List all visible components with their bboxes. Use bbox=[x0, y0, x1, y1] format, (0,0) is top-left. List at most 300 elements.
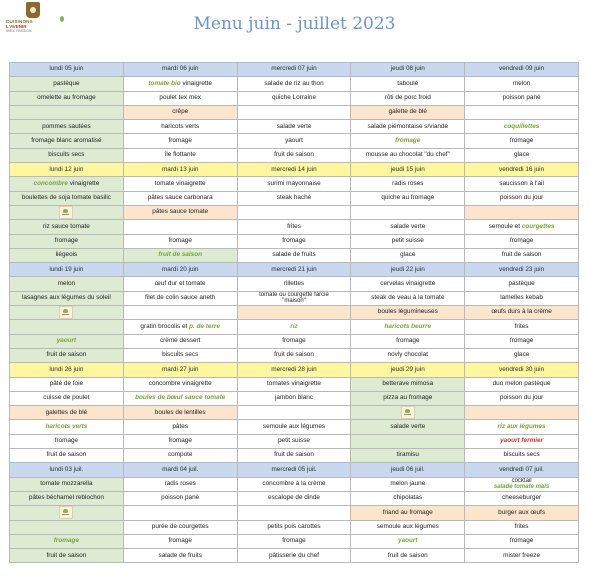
menu-cell bbox=[123, 348, 237, 362]
menu-cell bbox=[10, 134, 124, 148]
menu-cell bbox=[123, 377, 237, 391]
menu-row bbox=[10, 320, 579, 334]
dish-text: fromage bbox=[509, 237, 534, 244]
dish-text: haricots verts bbox=[45, 422, 88, 430]
menu-cell bbox=[123, 406, 237, 420]
menu-cell bbox=[10, 434, 124, 448]
menu-cell bbox=[10, 234, 124, 248]
dish-text: petits pois carottes bbox=[267, 522, 321, 530]
day-header: vendredi 07 juil. bbox=[465, 463, 579, 477]
menu-cell bbox=[465, 449, 579, 463]
dish-text: haricots verts bbox=[161, 122, 200, 130]
menu-cell bbox=[10, 420, 124, 434]
menu-cell bbox=[465, 348, 579, 362]
dish-text: tomates vinaigrette bbox=[266, 379, 321, 387]
menu-cell bbox=[123, 177, 237, 191]
menu-cell bbox=[10, 177, 124, 191]
menu-cell bbox=[123, 520, 237, 534]
menu-cell bbox=[237, 377, 351, 391]
menu-row bbox=[10, 91, 579, 105]
menu-row bbox=[10, 406, 579, 420]
dish-text: salade tomate maïs bbox=[493, 484, 550, 491]
menu-cell bbox=[237, 220, 351, 234]
dish-text: p. de terre bbox=[189, 322, 220, 330]
dish-text: fromage bbox=[168, 237, 192, 244]
menu-cell bbox=[237, 148, 351, 162]
logo-line-3: AVEC PASSION bbox=[6, 29, 32, 33]
menu-cell bbox=[123, 320, 237, 334]
menu-cell bbox=[123, 77, 237, 91]
day-header: lundi 03 juil. bbox=[10, 463, 124, 477]
menu-cell bbox=[465, 120, 579, 134]
dish-text: fromage bbox=[168, 537, 192, 545]
menu-cell bbox=[10, 534, 124, 548]
dish-text: fromage bbox=[509, 337, 534, 345]
dish-text: fromage bbox=[396, 337, 420, 345]
menu-cell bbox=[351, 248, 465, 262]
dish-text: taboulé bbox=[397, 79, 419, 87]
menu-cell bbox=[237, 177, 351, 191]
menu-cell bbox=[465, 191, 579, 205]
menu-cell bbox=[351, 191, 465, 205]
dish-text: radis roses bbox=[392, 179, 424, 187]
dish-text: fromage bbox=[53, 537, 79, 545]
dish-text: tiramisu bbox=[396, 451, 419, 459]
day-header: mardi 27 juin bbox=[123, 363, 237, 377]
menu-table bbox=[9, 62, 579, 563]
menu-cell bbox=[351, 291, 465, 305]
dish-text: salade verte bbox=[390, 222, 426, 230]
dish-text: riz bbox=[290, 322, 298, 330]
dish-text: surimi mayonnaise bbox=[267, 179, 321, 187]
dish-text: friand au fromage bbox=[382, 508, 433, 516]
menu-cell bbox=[123, 491, 237, 505]
menu-row bbox=[10, 391, 579, 405]
menu-cell bbox=[123, 105, 237, 119]
menu-cell bbox=[465, 248, 579, 262]
dish-text: salade piémontaise s/viande bbox=[367, 122, 449, 130]
menu-cell bbox=[123, 306, 237, 320]
menu-cell bbox=[465, 77, 579, 91]
menu-cell bbox=[123, 248, 237, 262]
menu-cell bbox=[10, 120, 124, 134]
menu-cell bbox=[465, 205, 579, 219]
menu-cell bbox=[237, 120, 351, 134]
day-header: mardi 13 juin bbox=[123, 163, 237, 177]
menu-cell bbox=[351, 306, 465, 320]
menu-row bbox=[10, 334, 579, 348]
dish-text: boules de bœuf sauce tomate bbox=[135, 394, 226, 402]
menu-cell bbox=[465, 377, 579, 391]
dish-text: quiche au fromage bbox=[381, 194, 435, 202]
menu-cell bbox=[465, 320, 579, 334]
dish-text: poulet tex mex bbox=[159, 94, 201, 102]
menu-cell bbox=[10, 291, 124, 305]
dish-text: concombre vinaigrette bbox=[148, 379, 212, 387]
dish-text: fruit de saison bbox=[274, 151, 314, 159]
menu-cell bbox=[465, 91, 579, 105]
dish-text: poisson du jour bbox=[499, 394, 544, 402]
day-header: jeudi 29 juin bbox=[351, 363, 465, 377]
menu-cell bbox=[465, 549, 579, 563]
day-header: mercredi 28 juin bbox=[237, 363, 351, 377]
menu-row bbox=[10, 205, 579, 219]
dish-text: fromage bbox=[54, 237, 79, 244]
menu-body bbox=[10, 63, 579, 563]
dish-text: tomate bio bbox=[148, 79, 181, 87]
dish-text: crème dessert bbox=[159, 337, 201, 345]
menu-cell bbox=[351, 377, 465, 391]
menu-cell bbox=[10, 320, 124, 334]
menu-row bbox=[10, 491, 579, 505]
menu-cell bbox=[10, 348, 124, 362]
dish-text: salade de fruits bbox=[272, 251, 316, 259]
dish-text: "maison" bbox=[282, 298, 306, 305]
menu-cell bbox=[237, 291, 351, 305]
menu-cell bbox=[123, 449, 237, 463]
menu-cell bbox=[465, 520, 579, 534]
menu-cell bbox=[351, 134, 465, 148]
day-header: lundi 12 juin bbox=[10, 163, 124, 177]
dish-text: fruit de saison bbox=[158, 251, 203, 259]
menu-row bbox=[10, 477, 579, 491]
menu-row bbox=[10, 506, 579, 520]
dish-text: fruit de saison bbox=[501, 251, 542, 259]
dish-text: galettes de blé bbox=[45, 408, 88, 416]
dish-text: pâté de foie bbox=[49, 379, 84, 387]
menu-cell bbox=[237, 205, 351, 219]
menu-row bbox=[10, 306, 579, 320]
dish-text: galette de blé bbox=[388, 108, 427, 116]
menu-cell bbox=[351, 520, 465, 534]
menu-row bbox=[10, 434, 579, 448]
menu-cell bbox=[237, 391, 351, 405]
menu-cell bbox=[465, 220, 579, 234]
dish-text: fruit de saison bbox=[387, 551, 428, 559]
menu-cell bbox=[123, 420, 237, 434]
dish-text: salade de riz au thon bbox=[264, 79, 324, 87]
dish-text: riz aux légumes bbox=[497, 422, 546, 430]
menu-cell bbox=[351, 449, 465, 463]
dish-text: salade verte bbox=[276, 122, 312, 130]
dish-text: fruit de saison bbox=[46, 351, 87, 359]
dish-text: cheeseburger bbox=[502, 494, 542, 502]
dish-text: œufs durs à la crème bbox=[491, 308, 552, 316]
day-header: vendredi 16 juin bbox=[465, 163, 579, 177]
week-header-row bbox=[10, 463, 579, 477]
menu-cell bbox=[351, 177, 465, 191]
menu-cell bbox=[351, 320, 465, 334]
menu-cell bbox=[10, 277, 124, 291]
menu-cell bbox=[465, 477, 579, 491]
menu-cell bbox=[10, 334, 124, 348]
menu-cell bbox=[10, 406, 124, 420]
dish-text: concombre bbox=[33, 179, 68, 187]
menu-cell bbox=[10, 520, 124, 534]
menu-cell bbox=[351, 549, 465, 563]
dish-text: glace bbox=[400, 251, 416, 259]
dish-text: frites bbox=[514, 522, 529, 530]
menu-cell bbox=[351, 406, 465, 420]
day-header: vendredi 09 juin bbox=[465, 63, 579, 77]
dish-text: steak haché bbox=[276, 194, 312, 202]
dish-text: fruit de saison bbox=[274, 351, 314, 359]
menu-cell bbox=[10, 77, 124, 91]
menu-cell bbox=[237, 320, 351, 334]
menu-cell bbox=[123, 291, 237, 305]
menu-cell bbox=[351, 148, 465, 162]
dish-text: mister freeze bbox=[503, 551, 541, 559]
dish-text: petit suisse bbox=[391, 237, 424, 244]
menu-row bbox=[10, 377, 579, 391]
dish-text: mousse au chocolat "du chef" bbox=[365, 151, 450, 159]
menu-cell bbox=[123, 391, 237, 405]
menu-row bbox=[10, 77, 579, 91]
menu-cell bbox=[465, 306, 579, 320]
dish-text: yaourt bbox=[398, 537, 418, 545]
menu-cell bbox=[237, 477, 351, 491]
menu-row bbox=[10, 120, 579, 134]
leaf-logo-icon bbox=[59, 306, 73, 319]
dish-text: fromage bbox=[282, 337, 306, 345]
dish-text: tomate vinaigrette bbox=[154, 179, 206, 187]
dish-text: pâtes bbox=[172, 422, 189, 430]
menu-cell bbox=[10, 549, 124, 563]
dish-text: escalope de dinde bbox=[268, 494, 320, 502]
dish-text: glace bbox=[513, 351, 530, 359]
dish-text: purée de courgettes bbox=[151, 522, 209, 530]
dish-text: omelette au fromage bbox=[37, 94, 96, 102]
menu-row bbox=[10, 220, 579, 234]
menu-cell bbox=[351, 534, 465, 548]
menu-cell bbox=[123, 220, 237, 234]
dish-text: pommes sautées bbox=[42, 122, 91, 130]
menu-cell bbox=[123, 234, 237, 248]
day-header: jeudi 15 juin bbox=[351, 163, 465, 177]
menu-cell bbox=[123, 191, 237, 205]
menu-row bbox=[10, 191, 579, 205]
dish-text: fromage bbox=[282, 237, 306, 244]
menu-row bbox=[10, 248, 579, 262]
dish-text: yaourt fermier bbox=[500, 437, 544, 445]
menu-cell bbox=[237, 91, 351, 105]
menu-cell bbox=[351, 391, 465, 405]
dish-text: frites bbox=[514, 322, 529, 330]
menu-cell bbox=[237, 449, 351, 463]
menu-cell bbox=[123, 477, 237, 491]
dish-text: semoule aux légumes bbox=[262, 422, 326, 430]
dish-text: boules légumineuses bbox=[377, 308, 438, 316]
menu-cell bbox=[237, 348, 351, 362]
day-header: mercredi 07 juin bbox=[237, 63, 351, 77]
dish-text: steak de veau à la tomate bbox=[371, 294, 445, 302]
menu-cell bbox=[351, 120, 465, 134]
leaf-logo-icon bbox=[401, 406, 415, 419]
menu-cell bbox=[351, 205, 465, 219]
menu-row bbox=[10, 177, 579, 191]
dish-text: vinaigrette bbox=[180, 79, 212, 87]
menu-cell bbox=[237, 77, 351, 91]
dish-text: fromage bbox=[168, 136, 192, 144]
menu-cell bbox=[465, 434, 579, 448]
menu-cell bbox=[465, 105, 579, 119]
dish-text: novly chocolat bbox=[387, 351, 429, 359]
dish-text: chipolatas bbox=[393, 494, 423, 502]
menu-cell bbox=[10, 377, 124, 391]
menu-cell bbox=[237, 491, 351, 505]
day-header: mercredi 14 juin bbox=[237, 163, 351, 177]
menu-cell bbox=[465, 506, 579, 520]
day-header: jeudi 08 juin bbox=[351, 63, 465, 77]
dish-text: liégeois bbox=[55, 251, 78, 259]
week-header-row bbox=[10, 163, 579, 177]
dish-text: quiche Lorraine bbox=[271, 94, 317, 102]
dish-text: biscuits secs bbox=[503, 451, 540, 459]
menu-cell bbox=[237, 277, 351, 291]
menu-cell bbox=[123, 506, 237, 520]
menu-cell bbox=[465, 420, 579, 434]
menu-cell bbox=[237, 549, 351, 563]
menu-row bbox=[10, 534, 579, 548]
menu-cell bbox=[351, 420, 465, 434]
dish-text: cuisse de poulet bbox=[43, 394, 90, 402]
dish-text: duo melon pastèque bbox=[492, 379, 551, 387]
menu-cell bbox=[237, 434, 351, 448]
menu-cell bbox=[351, 491, 465, 505]
menu-cell bbox=[10, 220, 124, 234]
menu-cell bbox=[123, 134, 237, 148]
menu-cell bbox=[465, 291, 579, 305]
menu-cell bbox=[10, 391, 124, 405]
page-title: Menu juin - juillet 2023 bbox=[193, 14, 396, 34]
dish-text: frites bbox=[287, 222, 301, 230]
day-header: jeudi 22 juin bbox=[351, 263, 465, 277]
menu-cell bbox=[237, 134, 351, 148]
dish-text: pâtisserie du chef bbox=[268, 551, 320, 559]
dish-text: yaourt bbox=[56, 337, 77, 345]
dish-text: fromage bbox=[282, 537, 306, 545]
menu-cell bbox=[237, 520, 351, 534]
menu-cell bbox=[10, 91, 124, 105]
dish-text: fromage bbox=[509, 136, 534, 144]
menu-cell bbox=[351, 477, 465, 491]
menu-cell bbox=[123, 91, 237, 105]
menu-cell bbox=[237, 506, 351, 520]
menu-row bbox=[10, 291, 579, 305]
dish-text: fruit de saison bbox=[46, 551, 87, 559]
menu-cell bbox=[351, 506, 465, 520]
menu-cell bbox=[123, 277, 237, 291]
dish-text: courgettes bbox=[521, 222, 555, 230]
dish-text: pastèque bbox=[53, 79, 80, 87]
menu-cell bbox=[123, 549, 237, 563]
day-header: mercredi 21 juin bbox=[237, 263, 351, 277]
menu-cell bbox=[465, 234, 579, 248]
dish-text: petit suisse bbox=[278, 437, 310, 445]
menu-cell bbox=[465, 334, 579, 348]
dish-text: haricots beurre bbox=[384, 322, 432, 330]
menu-row bbox=[10, 277, 579, 291]
menu-row bbox=[10, 549, 579, 563]
day-header: jeudi 06 juil. bbox=[351, 463, 465, 477]
menu-cell bbox=[10, 449, 124, 463]
dish-text: biscuits secs bbox=[48, 151, 85, 159]
week-header-row bbox=[10, 63, 579, 77]
menu-row bbox=[10, 449, 579, 463]
menu-cell bbox=[351, 348, 465, 362]
menu-cell bbox=[123, 148, 237, 162]
dish-text: poisson pané bbox=[502, 94, 541, 102]
day-header: lundi 19 juin bbox=[10, 263, 124, 277]
leaf-logo-icon bbox=[59, 506, 73, 519]
dish-text: semoule aux légumes bbox=[376, 522, 439, 530]
dish-text: melon jaune bbox=[390, 480, 426, 488]
menu-cell bbox=[351, 434, 465, 448]
menu-cell bbox=[123, 434, 237, 448]
menu-row bbox=[10, 234, 579, 248]
menu-cell bbox=[237, 334, 351, 348]
menu-cell bbox=[351, 91, 465, 105]
menu-cell bbox=[123, 205, 237, 219]
dish-text: radis roses bbox=[164, 480, 196, 488]
dish-text: crêpe bbox=[172, 108, 189, 116]
menu-row bbox=[10, 105, 579, 119]
dish-text: œuf dur et tomate bbox=[154, 279, 206, 287]
day-header: mardi 20 juin bbox=[123, 263, 237, 277]
dish-text: coquillettes bbox=[503, 122, 540, 130]
dish-text: filet de colin sauce aneth bbox=[145, 294, 216, 302]
dish-text: salade de fruits bbox=[158, 551, 202, 559]
dish-text: pizza au fromage bbox=[383, 394, 433, 402]
menu-cell bbox=[351, 77, 465, 91]
menu-cell bbox=[123, 120, 237, 134]
day-header: mardi 04 juil. bbox=[123, 463, 237, 477]
dish-text: betterave mimosa bbox=[382, 379, 434, 387]
menu-cell bbox=[351, 334, 465, 348]
dish-text: fromage blanc aromatisé bbox=[31, 136, 102, 144]
dish-text: salade verte bbox=[390, 422, 426, 430]
menu-row bbox=[10, 148, 579, 162]
menu-cell bbox=[10, 105, 124, 119]
logo-line-2: L'AVENIR bbox=[6, 24, 27, 29]
dish-text: compote bbox=[167, 451, 193, 459]
menu-cell bbox=[10, 306, 124, 320]
dish-text: fromage bbox=[395, 136, 421, 144]
menu-row bbox=[10, 420, 579, 434]
menu-cell bbox=[465, 134, 579, 148]
day-header: lundi 05 juin bbox=[10, 63, 124, 77]
menu-cell bbox=[465, 148, 579, 162]
menu-cell bbox=[237, 306, 351, 320]
menu-cell bbox=[237, 248, 351, 262]
dish-text: fruit de saison bbox=[46, 451, 87, 459]
dish-text: rillettes bbox=[283, 279, 305, 287]
dish-text: tomate ou courgette farcie bbox=[259, 292, 329, 299]
menu-cell bbox=[351, 234, 465, 248]
week-header-row bbox=[10, 263, 579, 277]
dish-text: jambon blanc bbox=[274, 394, 313, 402]
menu-row bbox=[10, 520, 579, 534]
menu-cell bbox=[351, 105, 465, 119]
menu-cell bbox=[237, 534, 351, 548]
menu-cell bbox=[465, 277, 579, 291]
menu-cell bbox=[465, 491, 579, 505]
dish-text: biscuits secs bbox=[162, 351, 199, 359]
dish-text: fromage bbox=[168, 437, 192, 445]
dish-text: melon bbox=[512, 79, 531, 87]
logo-line-1: CUISINONS bbox=[6, 19, 33, 24]
dish-text: semoule et bbox=[488, 222, 522, 230]
